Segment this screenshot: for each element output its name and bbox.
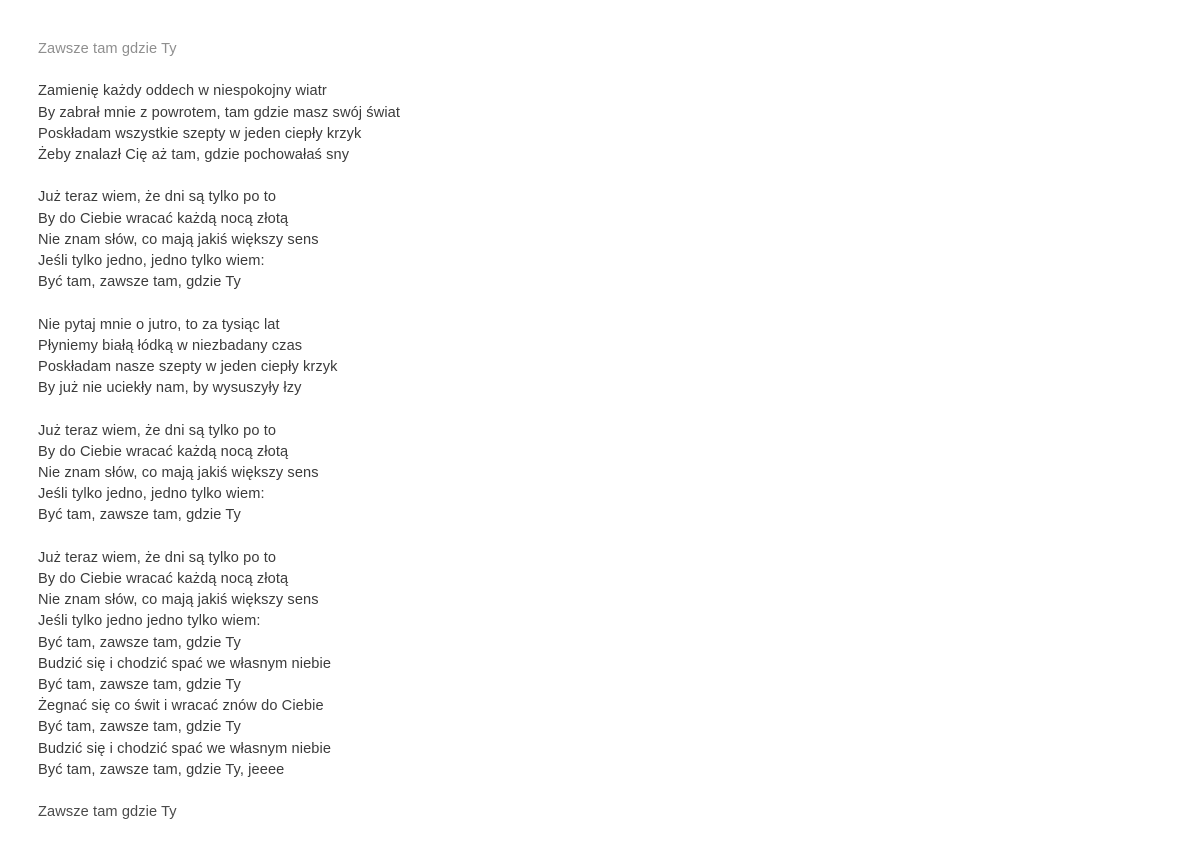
lyric-line: Być tam, zawsze tam, gdzie Ty [38,719,241,736]
lyric-line: By do Ciebie wracać każdą nocą złotą [38,210,289,227]
lyric-line: Już teraz wiem, że dni są tylko po to [38,422,277,439]
lyric-line: Nie znam słów, co mają jakiś większy sens [38,465,319,481]
lyric-line: Być tam, zawsze tam, gdzie Ty, jeeee [38,761,285,778]
lyric-line: Jeśli tylko jedno jedno tylko wiem: [38,613,261,630]
verse-2 [38,187,1199,293]
lyric-line: Budzić się i chodzić spać we własnym niebie [38,655,332,672]
lyric-line: Być tam, zawsze tam, gdzie Ty [38,634,241,651]
lyric-line: Poskładam nasze szepty w jeden ciepły krzyk [38,359,338,375]
lyric-line: Już teraz wiem, że dni są tylko po to [38,549,277,566]
song-title: Zawsze tam gdzie Ty [38,41,177,57]
lyric-line: By do Ciebie wracać każdą nocą złotą [38,571,289,587]
lyric-line: Jeśli tylko jedno, jedno tylko wiem: [38,486,265,503]
lyric-line: Być tam, zawsze tam, gdzie Ty [38,274,241,291]
lyric-line: Nie znam słów, co mają jakiś większy sens [38,592,319,609]
lyric-line: By do Ciebie wracać każdą nocą złotą [38,443,289,460]
lyric-line: Zamienię każdy oddech w niespokojny wiatr [38,83,327,100]
verse-1 [38,81,1199,166]
lyric-line: Nie pytaj mnie o jutro, to za tysiąc lat [38,316,280,333]
lyric-line: Poskładam wszystkie szepty w jeden ciepły krzyk [38,125,362,142]
lyric-line: Żegnać się co świt i wracać znów do Ciebie [38,698,324,715]
lyric-line: Już teraz wiem, że dni są tylko po to [38,189,277,206]
verse-5 [38,548,1199,781]
lyric-line: Budzić się i chodzić spać we własnym niebie [38,740,332,757]
verse-4 [38,421,1199,527]
lyrics-body [38,81,1199,781]
lyric-line: Być tam, zawsze tam, gdzie Ty [38,507,241,524]
lyric-line: Nie znam słów, co mają jakiś większy sens [38,231,319,248]
lyric-line: By już nie uciekły nam, by wysuszyły łzy [38,380,302,397]
lyric-line: Żeby znalazł Cię aż tam, gdzie pochowałaś sny [38,147,350,163]
closing-line: Zawsze tam gdzie Ty [38,804,177,821]
lyric-line: Być tam, zawsze tam, gdzie Ty [38,677,241,694]
lyric-line: By zabrał mnie z powrotem, tam gdzie masz swój świat [38,104,401,121]
lyric-line: Płyniemy białą łódką w niezbadany czas [38,337,303,354]
verse-3 [38,315,1199,400]
lyric-line: Jeśli tylko jedno, jedno tylko wiem: [38,253,265,269]
